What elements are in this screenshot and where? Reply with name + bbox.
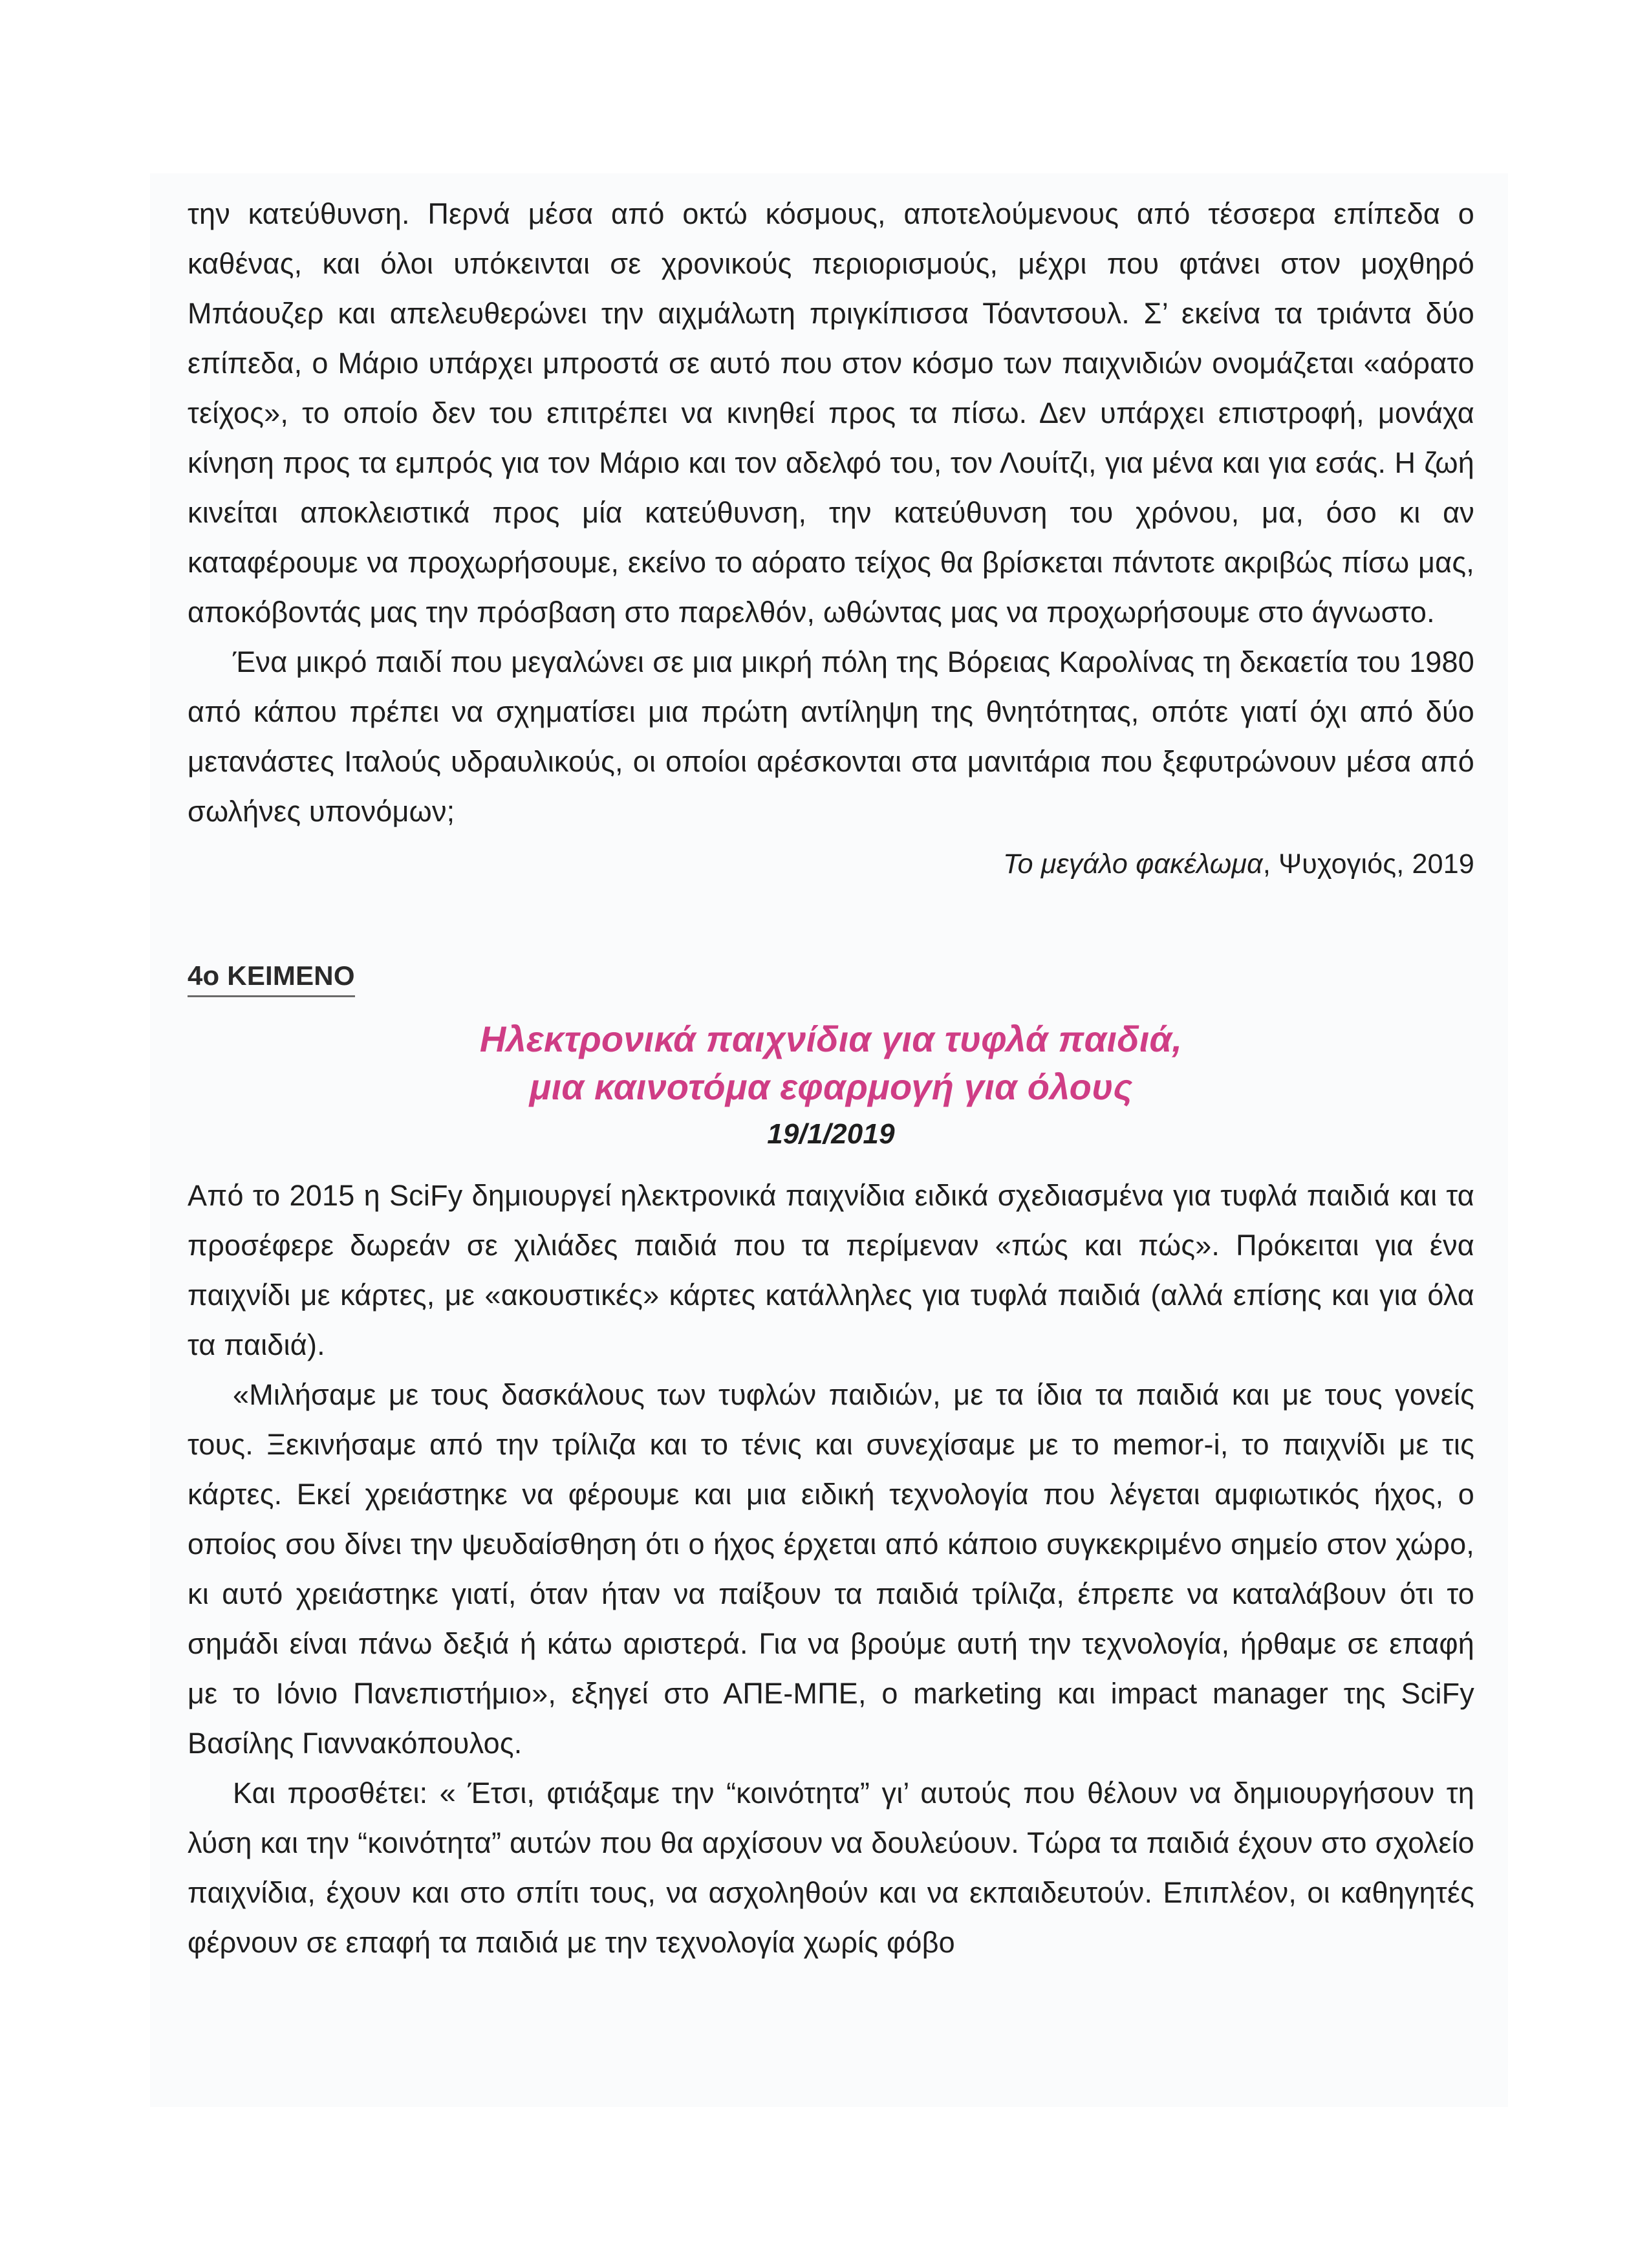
section-label: 4ο ΚΕΙΜΕΝΟ — [188, 958, 355, 997]
text-column — [188, 189, 1474, 1967]
citation-book-title: Το μεγάλο φακέλωμα — [1003, 848, 1263, 880]
article-paragraph-3: Και προσθέτει: « Έτσι, φτιάξαμε την “κοινότητα” γι’ αυτούς που θέλουν να δημιουργήσουν τη λύση και την “κοινότητα” αυτών που θα αρχίσουν να δουλεύουν. Τώρα τα παιδιά έχουν στο σχολείο παιχνίδια, έχουν και στο σπίτι τους, να ασχοληθούν και να εκπαιδευτούν. Επιπλέον, οι καθηγητές φέρνουν σε επαφή τα παιδιά με την τεχνολογία χωρίς φόβο — [188, 1777, 1474, 1959]
citation-publisher-year: , Ψυχογιός, 2019 — [1262, 848, 1474, 880]
article-title-line-1: Ηλεκτρονικά παιχνίδια για τυφλά παιδιά, — [479, 1019, 1183, 1059]
excerpt-paragraph-2: Ένα μικρό παιδί που μεγαλώνει σε μια μικρή πόλη της Βόρειας Καρολίνας τη δεκαετία του 1980 από κάπου πρέπει να σχηματίσει μια πρώτη αντίληψη της θνητότητας, οπότε γιατί όχι από δύο μετανάστες Ιταλούς υδραυλικούς, οι οποίοι αρέσκονται στα μανιτάρια που ξεφυτρώνουν μέσα από σωλήνες υπονόμων; — [188, 645, 1474, 828]
article-title — [188, 1015, 1474, 1111]
article-paragraph-1: Από το 2015 η SciFy δημιουργεί ηλεκτρονικά παιχνίδια ειδικά σχεδιασμένα για τυφλά παιδιά και τα προσέφερε δωρεάν σε χιλιάδες παιδιά που τα περίμεναν «πώς και πώς». Πρόκειται για ένα παιχνίδι με κάρτες, με «ακουστικές» κάρτες κατάλληλες για τυφλά παιδιά (αλλά επίσης και για όλα τα παιδιά). — [188, 1179, 1474, 1361]
excerpt-paragraph-1: την κατεύθυνση. Περνά μέσα από οκτώ κόσμους, αποτελούμενους από τέσσερα επίπεδα ο καθένας, και όλοι υπόκεινται σε χρονικούς περιορισμούς, μέχρι που φτάνει στον μοχθηρό Μπάουζερ και απελευθερώνει την αιχμάλωτη πριγκίπισσα Τόαντσουλ. Σ’ εκείνα τα τριάντα δύο επίπεδα, ο Μάριο υπάρχει μπροστά σε αυτό που στον κόσμο των παιχνιδιών ονομάζεται «αόρατο τείχος», το οποίο δεν του επιτρέπει να κινηθεί προς τα πίσω. Δεν υπάρχει επιστροφή, μονάχα κίνηση προς τα εμπρός για τον Μάριο και τον αδελφό του, τον Λουίτζι, για μένα και για εσάς. Η ζωή κινείται αποκλειστικά προς μία κατεύθυνση, την κατεύθυνση του χρόνου, μα, όσο κι αν καταφέρουμε να προχωρήσουμε, εκείνο το αόρατο τείχος θα βρίσκεται πάντοτε ακριβώς πίσω μας, αποκόβοντάς μας την πρόσβαση στο παρελθόν, ωθώντας μας να προχωρήσουμε στο άγνωστο. — [188, 197, 1474, 629]
article-title-line-2: μια καινοτόμα εφαρμογή για όλους — [529, 1066, 1133, 1107]
section-heading-row — [188, 887, 1474, 1000]
article-paragraph-2: «Μιλήσαμε με τους δασκάλους των τυφλών παιδιών, με τα ίδια τα παιδιά και με τους γονείς τους. Ξεκινήσαμε από την τρίλιζα και το τένις και συνεχίσαμε με το memor-i, το παιχνίδι με τις κάρτες. Εκεί χρειάστηκε να φέρουμε και μια ειδική τεχνολογία που λέγεται αμφιωτικός ήχος, ο οποίος σου δίνει την ψευδαίσθηση ότι ο ήχος έρχεται από κάποιο συγκεκριμένο σημείο στον χώρο, κι αυτό χρειάστηκε γιατί, όταν ήταν να παίξουν τα παιδιά τρίλιζα, έπρεπε να καταλάβουν ότι το σημάδι είναι πάνω δεξιά ή κάτω αριστερά. Για να βρούμε αυτή την τεχνολογία, ήρθαμε σε επαφή με το Ιόνιο Πανεπιστήμιο», εξηγεί στο ΑΠΕ-ΜΠΕ, ο marketing και impact manager της SciFy Βασίλης Γιαννακόπουλος. — [188, 1378, 1474, 1760]
excerpt-citation — [188, 841, 1474, 887]
article-date: 19/1/2019 — [767, 1118, 895, 1150]
